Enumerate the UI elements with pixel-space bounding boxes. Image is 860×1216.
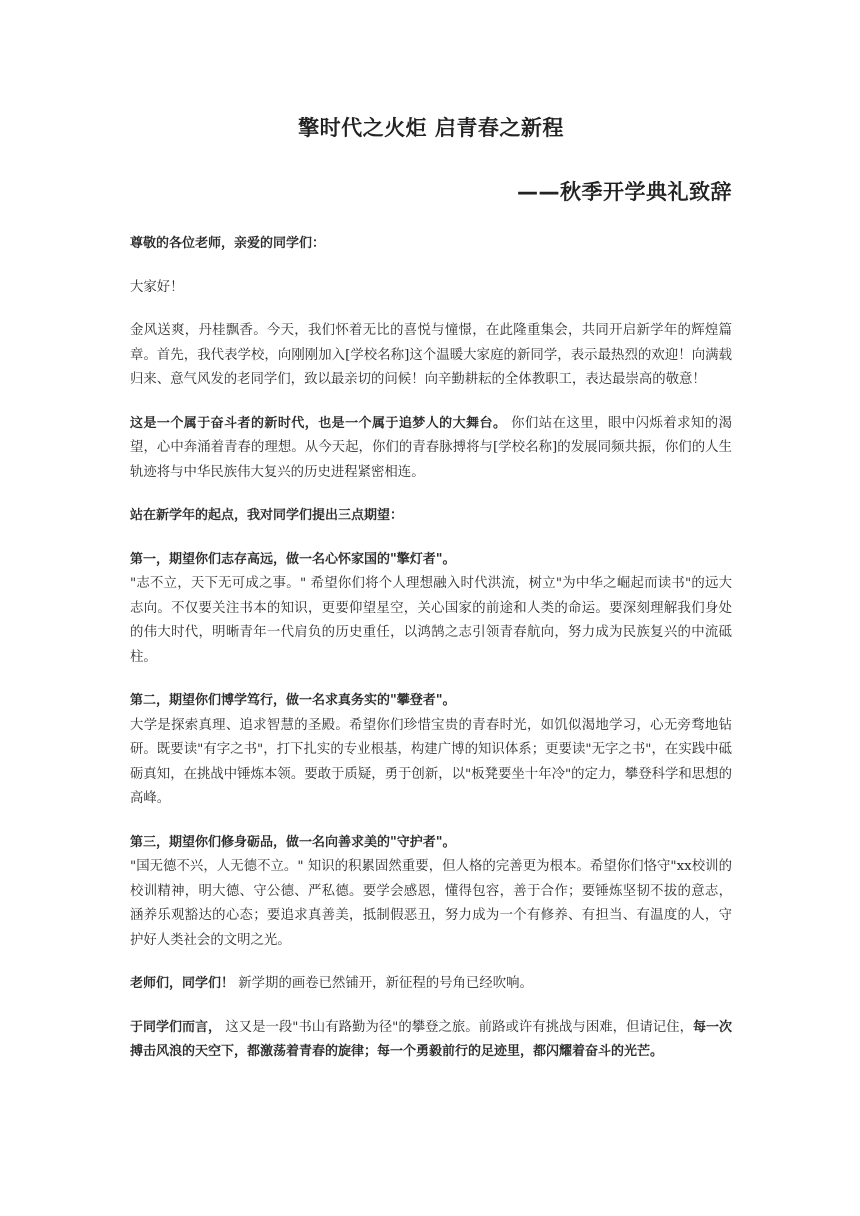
hope1-paragraph: "志不立，天下无可成之事。" 希望你们将个人理想融入时代洪流，树立"为中华之崛起而读书"的远大志向。不仅要关注书本的知识，更要仰望星空，关心国家的前途和人类的命运。要深刻理解我们身处的伟大时代，明晰青年一代肩负的历史重任，以鸿鹄之志引领青春航向，努力成为民族复兴的中流砥柱。 [130, 576, 732, 665]
salutation-paragraph [130, 232, 732, 257]
hope3-paragraph: "国无德不兴，人无德不立。" 知识的积累固然重要，但人格的完善更为根本。希望你们恪守"xx校训的校训精神，明大德、守公德、严私德。要学会感恩，懂得包容，善于合作；要锤炼坚韧不拔的意志，涵养乐观豁达的心态；要追求真善美，抵制假恶丑，努力成为一个有修养、有担当、有温度的人，守护好人类社会的文明之光。 [130, 859, 732, 948]
hope1-heading: 第一，期望你们志存高远，做一名心怀家国的"擎灯者"。 [130, 551, 456, 567]
hope2-paragraph: 大学是探索真理、追求智慧的圣殿。希望你们珍惜宝贵的青春时光，如饥似渴地学习，心无旁骛地钻研。既要读"有字之书"，打下扎实的专业根基，构建广博的知识体系；更要读"无字之书"，在实践中砥砺真知，在挑战中锤炼本领。要敢于质疑，勇于创新，以"板凳要坐十年冷"的定力，攀登科学和思想的高峰。 [130, 717, 732, 806]
hopes-intro: 站在新学年的起点，我对同学们提出三点期望： [130, 508, 404, 523]
final-text: 这又是一段"书山有路勤为径"的攀登之旅。前路或许有挑战与困难，但请记住， [221, 1019, 693, 1035]
hope2-heading: 第二，期望你们博学笃行，做一名求真务实的"攀登者"。 [130, 693, 456, 708]
era-text: 你们站在这里，眼中闪烁着求知的渴望，心中奔涌着青春的理想。从今天起，你们的青春脉搏将与[学校名称]的发展同频共振，你们的人生轨迹将与中华民族伟大复兴的历史进程紧密相连。 [130, 415, 732, 480]
final-lead: 于同学们而言， [130, 1019, 222, 1035]
final-paragraph [130, 1016, 732, 1065]
era-paragraph [130, 412, 732, 486]
closing-paragraph [130, 972, 732, 997]
closing-text: 新学期的画卷已然铺开，新征程的号角已经吹响。 [234, 976, 533, 991]
hopes-intro-paragraph [130, 504, 732, 529]
document-body [130, 232, 732, 1084]
document-subtitle: ——秋季开学典礼致辞 [517, 180, 732, 204]
hope2-heading-paragraph [130, 689, 732, 714]
intro-paragraph: 金风送爽，丹桂飘香。今天，我们怀着无比的喜悦与憧憬，在此隆重集会，共同开启新学年的辉煌篇章。首先，我代表学校，向刚刚加入[学校名称]这个温暖大家庭的新同学，表示最热烈的欢迎！向满载归来、意气风发的老同学们，致以最亲切的问候！向辛勤耕耘的全体教职工，表达最崇高的敬意！ [130, 323, 732, 387]
final-bold: 每一次搏击风浪的天空下，都激荡着青春的旋律；每一个勇毅前行的足迹里，都闪耀着奋斗的光芒。 [130, 1019, 732, 1059]
document-title: 擎时代之火炬 启青春之新程 [298, 116, 564, 140]
salutation: 尊敬的各位老师，亲爱的同学们： [130, 236, 326, 251]
hope1-heading-paragraph [130, 548, 732, 573]
closing-lead: 老师们，同学们！ [130, 976, 235, 991]
hope3-heading: 第三，期望你们修身砺品，做一名向善求美的"守护者"。 [130, 834, 456, 850]
greeting-paragraph: 大家好！ [130, 279, 184, 295]
era-lead: 这是一个属于奋斗者的新时代，也是一个属于追梦人的大舞台。 [130, 415, 507, 431]
hope3-heading-paragraph [130, 831, 732, 856]
